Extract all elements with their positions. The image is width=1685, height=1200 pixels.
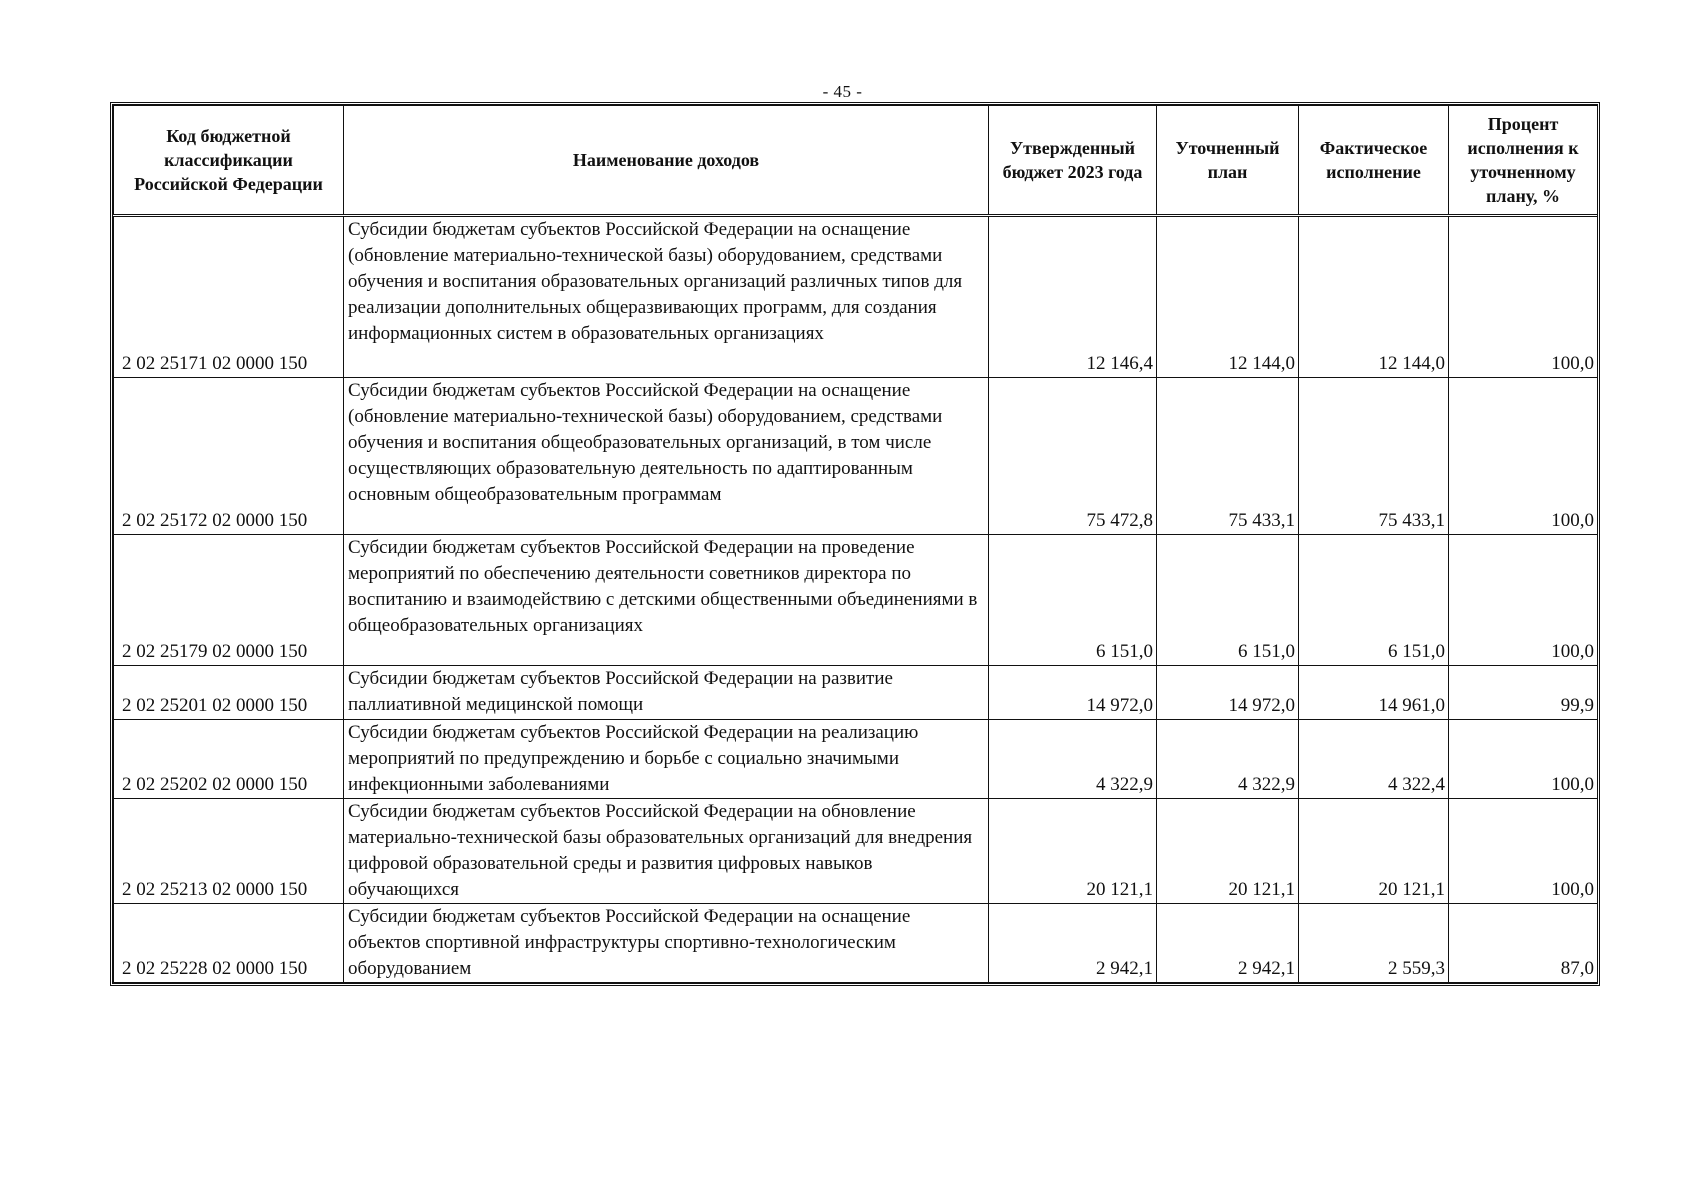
cell-percent: 87,0 (1449, 904, 1598, 983)
header-name: Наименование доходов (344, 106, 989, 216)
cell-percent: 100,0 (1449, 720, 1598, 799)
cell-plan: 75 433,1 (1157, 378, 1299, 535)
page-number: - 45 - (822, 82, 863, 101)
cell-plan: 20 121,1 (1157, 799, 1299, 904)
header-fact: Фактическое исполнение (1299, 106, 1449, 216)
header-plan: Уточненный план (1157, 106, 1299, 216)
table-row (114, 904, 1598, 983)
cell-fact: 14 961,0 (1299, 666, 1449, 720)
cell-percent: 100,0 (1449, 216, 1598, 378)
cell-budget: 75 472,8 (989, 378, 1157, 535)
header-percent: Процент исполнения к уточненному плану, % (1449, 106, 1598, 216)
cell-name: Субсидии бюджетам субъектов Российской Федерации на проведение мероприятий по обеспечению деятельности советников директора по воспитанию и взаимодействию с детскими общественными объединениями в общеобразовательных организациях (344, 535, 989, 666)
cell-plan: 6 151,0 (1157, 535, 1299, 666)
cell-name: Субсидии бюджетам субъектов Российской Федерации на реализацию мероприятий по предупреждению и борьбе с социально значимыми инфекционными заболеваниями (344, 720, 989, 799)
cell-plan: 12 144,0 (1157, 216, 1299, 378)
table-row (114, 720, 1598, 799)
cell-code: 2 02 25172 02 0000 150 (114, 378, 344, 535)
cell-budget: 20 121,1 (989, 799, 1157, 904)
cell-budget: 14 972,0 (989, 666, 1157, 720)
cell-percent: 99,9 (1449, 666, 1598, 720)
cell-code: 2 02 25202 02 0000 150 (114, 720, 344, 799)
cell-plan: 2 942,1 (1157, 904, 1299, 983)
header-code: Код бюджетной классификации Российской Федерации (114, 106, 344, 216)
cell-fact: 2 559,3 (1299, 904, 1449, 983)
table-row (114, 216, 1598, 378)
cell-name: Субсидии бюджетам субъектов Российской Федерации на оснащение (обновление материально-технической базы) оборудованием, средствами обучения и воспитания образовательных организаций различных типов для реализации дополнительных общеразвивающих программ, для создания информационных систем в образовательных организациях (344, 216, 989, 378)
cell-code: 2 02 25179 02 0000 150 (114, 535, 344, 666)
cell-percent: 100,0 (1449, 378, 1598, 535)
cell-budget: 12 146,4 (989, 216, 1157, 378)
cell-fact: 12 144,0 (1299, 216, 1449, 378)
cell-fact: 4 322,4 (1299, 720, 1449, 799)
cell-code: 2 02 25228 02 0000 150 (114, 904, 344, 983)
header-budget: Утвержденный бюджет 2023 года (989, 106, 1157, 216)
cell-budget: 6 151,0 (989, 535, 1157, 666)
table-header-row (114, 106, 1598, 216)
income-table (110, 102, 1600, 986)
cell-percent: 100,0 (1449, 535, 1598, 666)
cell-name: Субсидии бюджетам субъектов Российской Федерации на развитие паллиативной медицинской помощи (344, 666, 989, 720)
cell-name: Субсидии бюджетам субъектов Российской Федерации на обновление материально-технической базы образовательных организаций для внедрения цифровой образовательной среды и развития цифровых навыков обучающихся (344, 799, 989, 904)
cell-plan: 14 972,0 (1157, 666, 1299, 720)
cell-plan: 4 322,9 (1157, 720, 1299, 799)
table-row (114, 535, 1598, 666)
cell-fact: 20 121,1 (1299, 799, 1449, 904)
cell-budget: 4 322,9 (989, 720, 1157, 799)
cell-code: 2 02 25171 02 0000 150 (114, 216, 344, 378)
cell-name: Субсидии бюджетам субъектов Российской Федерации на оснащение объектов спортивной инфраструктуры спортивно-технологическим оборудованием (344, 904, 989, 983)
cell-name: Субсидии бюджетам субъектов Российской Федерации на оснащение (обновление материально-технической базы) оборудованием, средствами обучения и воспитания общеобразовательных организаций, в том числе осуществляющих образовательную деятельность по адаптированным основным общеобразовательным программам (344, 378, 989, 535)
cell-fact: 6 151,0 (1299, 535, 1449, 666)
cell-code: 2 02 25213 02 0000 150 (114, 799, 344, 904)
table-row (114, 799, 1598, 904)
table-row (114, 666, 1598, 720)
cell-percent: 100,0 (1449, 799, 1598, 904)
cell-code: 2 02 25201 02 0000 150 (114, 666, 344, 720)
table-row (114, 378, 1598, 535)
cell-fact: 75 433,1 (1299, 378, 1449, 535)
cell-budget: 2 942,1 (989, 904, 1157, 983)
